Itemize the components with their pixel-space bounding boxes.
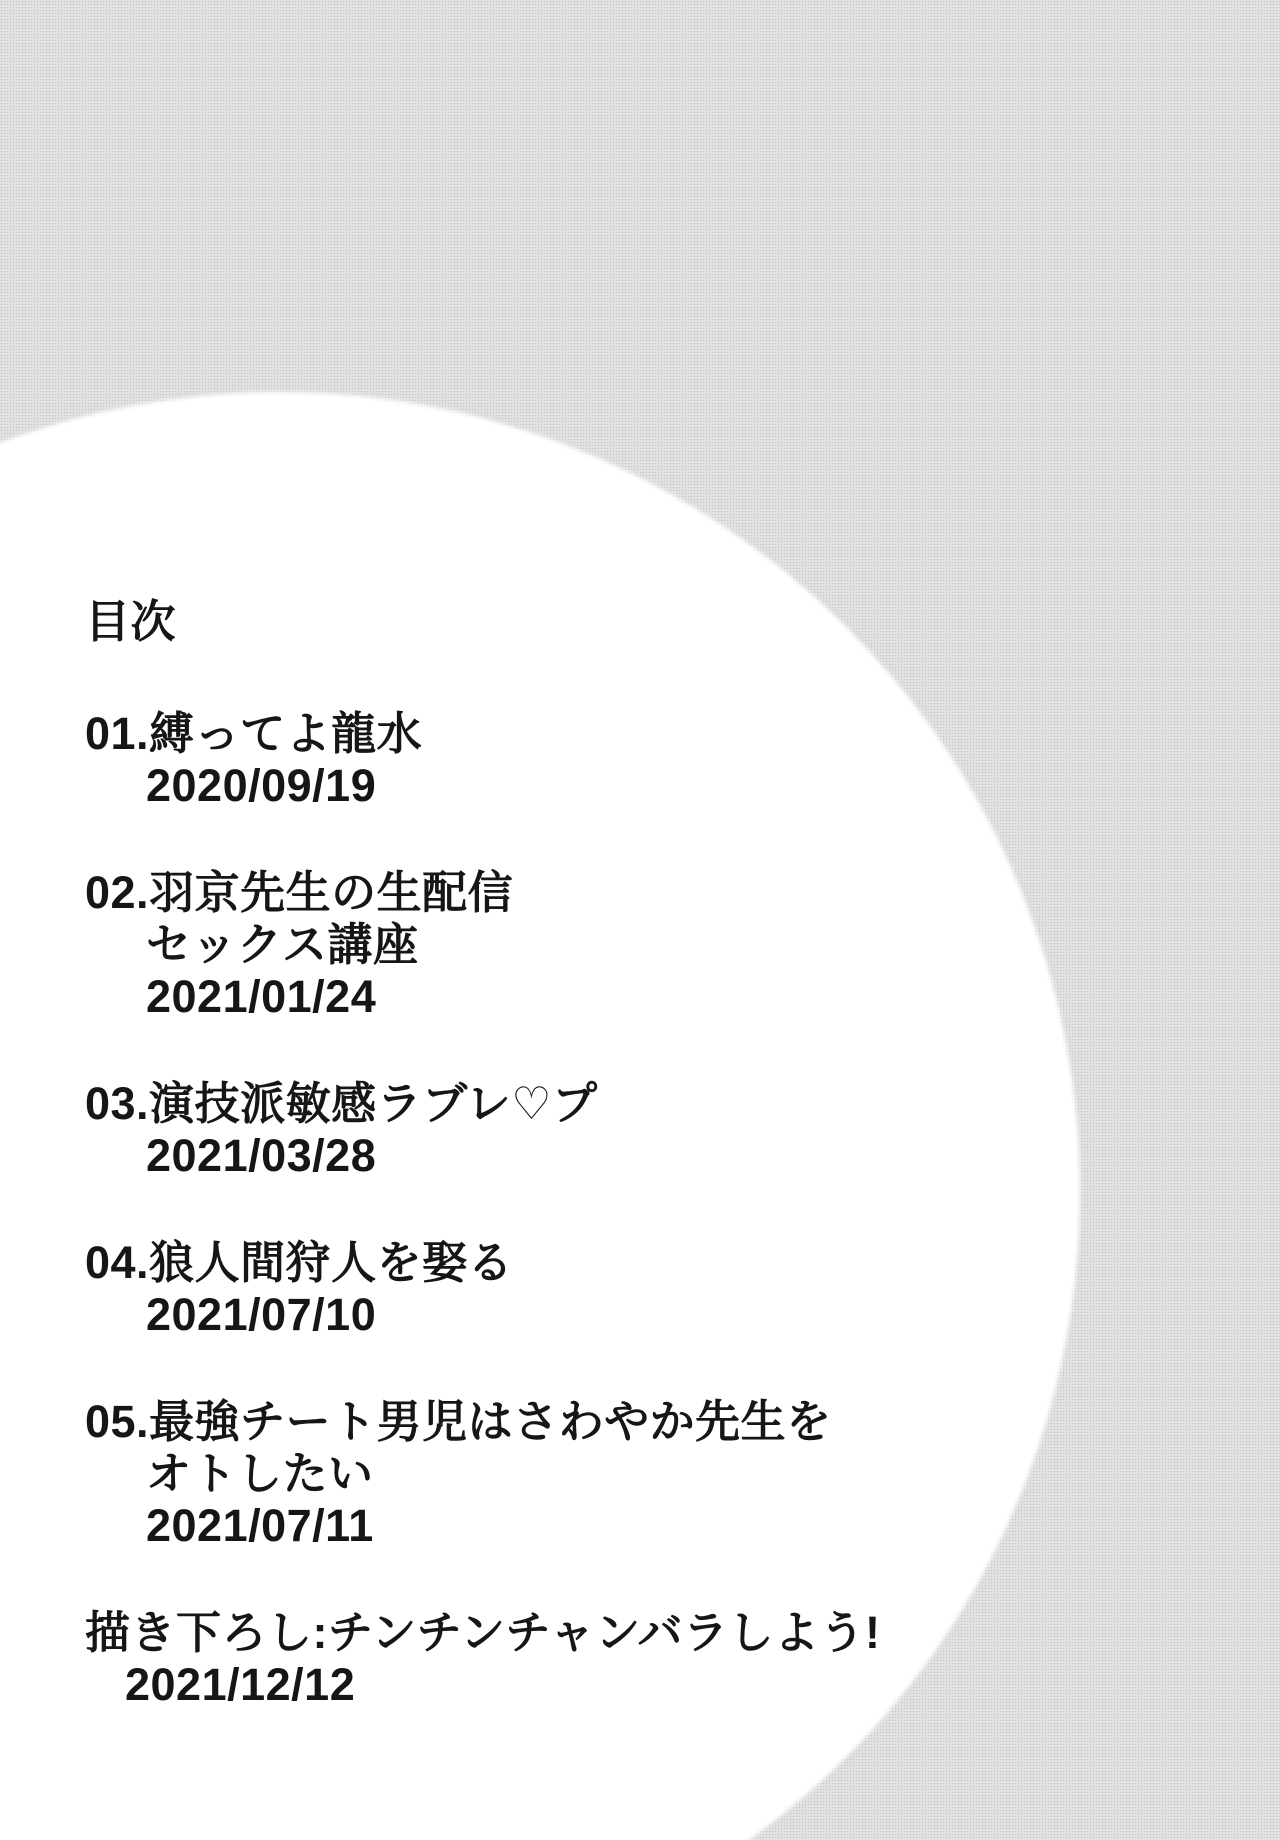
entry-title-line <box>85 708 880 760</box>
entry-number: 04. <box>85 1237 150 1288</box>
entry-title: 最強チート男児はさわやか先生を <box>149 1396 832 1447</box>
table-of-contents <box>85 596 880 1711</box>
entry-title-line <box>85 1607 880 1659</box>
entry-date: 2021/03/28 <box>146 1130 377 1181</box>
entry-date: 2021/12/12 <box>125 1659 356 1710</box>
entry-title: 狼人間狩人を娶る <box>149 1237 514 1288</box>
entry-title-line <box>85 1237 880 1289</box>
entry-title: 羽京先生の生配信 <box>149 867 514 918</box>
entry-title-line <box>85 1396 880 1448</box>
entry-number: 03. <box>85 1078 150 1129</box>
entry-subtitle: セックス講座 <box>146 919 419 970</box>
entry-title: 演技派敏感ラブレ♡プ <box>149 1078 598 1129</box>
toc-entry <box>85 1078 880 1182</box>
toc-entry <box>85 1396 880 1552</box>
entry-number: 01. <box>85 708 150 759</box>
page-title: 目次 <box>85 596 177 647</box>
toc-entry-bonus <box>85 1607 880 1711</box>
entry-title-line <box>85 1078 880 1130</box>
entry-title: 縛ってよ龍水 <box>149 708 423 759</box>
toc-entry <box>85 1237 880 1341</box>
entry-title-line <box>85 867 880 919</box>
entry-date: 2021/07/10 <box>146 1289 377 1340</box>
entry-title: 描き下ろし:チンチンチャンバラしよう! <box>85 1607 881 1658</box>
entry-subtitle: オトしたい <box>146 1448 374 1499</box>
entry-number: 05. <box>85 1396 150 1447</box>
entry-date: 2020/09/19 <box>146 760 377 811</box>
entry-date: 2021/07/11 <box>146 1500 374 1551</box>
toc-entry <box>85 708 880 812</box>
entry-number: 02. <box>85 867 150 918</box>
toc-entry <box>85 867 880 1023</box>
entry-date: 2021/01/24 <box>146 971 377 1022</box>
